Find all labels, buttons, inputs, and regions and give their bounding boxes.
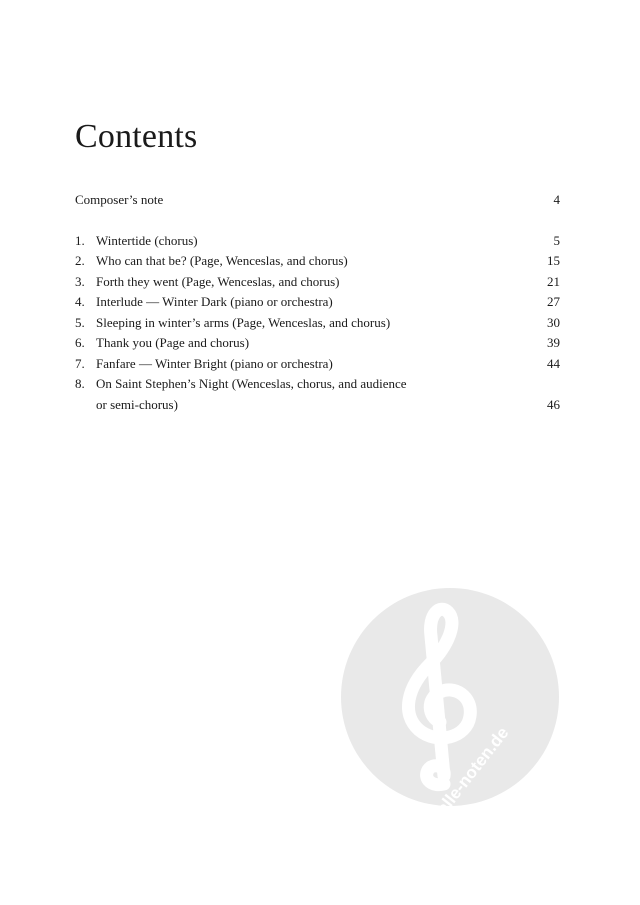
toc-entry-number: 8. [75,376,85,391]
treble-clef-icon [341,588,559,806]
toc-entry-title: Composer’s note [75,192,164,207]
toc-entry[interactable] [75,374,560,415]
toc-entry-number: 7. [75,355,85,371]
toc-entry-number: 4. [75,294,85,309]
toc-entry-number: 6. [75,335,85,350]
toc-entry-page: 44 [547,355,560,371]
toc-entry-page: 5 [553,232,560,248]
toc-entry[interactable] [75,292,560,313]
toc-entry-number: 5. [75,314,85,330]
watermark-text: alle-noten.de [432,723,513,806]
toc-entry-title: Thank you (Page and chorus) [96,335,250,350]
toc-entry-page: 21 [547,273,560,289]
toc-entry[interactable] [75,272,560,293]
toc-entry-number: 3. [75,273,85,289]
toc-entry-page: 39 [547,335,560,350]
toc-entry-page: 15 [547,253,560,268]
toc-entry-composers-note[interactable] [75,190,560,211]
toc-entry[interactable] [75,313,560,334]
toc-entry-title: Wintertide (chorus) [96,232,198,248]
toc-entry-page: 46 [547,396,560,412]
toc-entry-number: 2. [75,253,85,268]
toc-entry[interactable] [75,251,560,272]
toc-entry[interactable] [75,354,560,375]
toc-entry-title: Forth they went (Page, Wenceslas, and chorus) [96,273,340,289]
toc-entry-page: 27 [547,294,560,309]
toc-entry-title: Who can that be? (Page, Wenceslas, and chorus) [96,253,348,268]
toc-entry-title: Sleeping in winter’s arms (Page, Wenceslas, and chorus) [96,314,391,330]
toc-entry-page: 4 [553,192,560,207]
page-title: Contents [75,118,198,155]
toc-entry-title: Fanfare — Winter Bright (piano or orchestra) [96,355,333,371]
watermark [341,588,559,806]
toc-entry-number: 1. [75,232,85,248]
table-of-contents [75,190,560,415]
toc-entry-page: 30 [547,314,560,330]
toc-entry-title: Interlude — Winter Dark (piano or orchestra) [96,294,333,309]
toc-entry[interactable] [75,333,560,354]
toc-entry[interactable] [75,231,560,252]
toc-entry-title: On Saint Stephen’s Night (Wenceslas, chorus, and audience or semi-chorus) [96,376,407,412]
